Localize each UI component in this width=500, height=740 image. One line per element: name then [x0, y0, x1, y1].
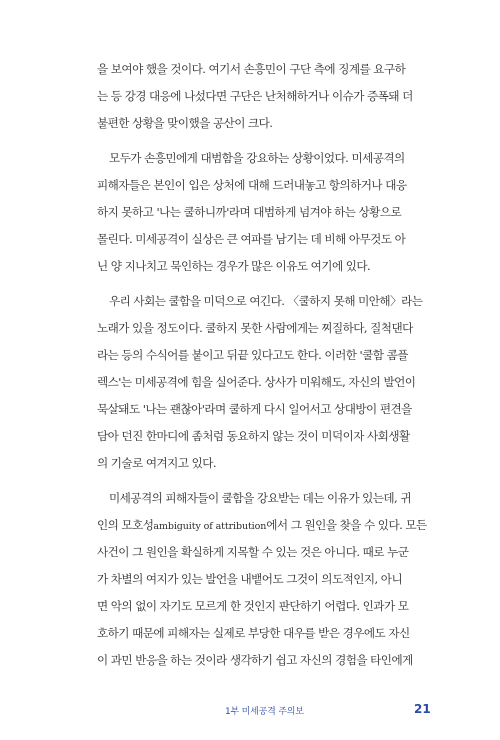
text-line: 피해자들은 본인이 입은 상처에 대해 드러내놓고 항의하거나 대응	[97, 178, 407, 192]
mixed-after: 에서 그 원인을 찾을 수 있다. 모든	[266, 518, 427, 532]
text-line: 이 과민 반응을 하는 것이라 생각하기 쉽고 자신의 경험을 타인에게	[97, 653, 413, 667]
text-line: 닌 양 지나치고 묵인하는 경우가 많은 이유도 여기에 있다.	[97, 259, 371, 273]
section-label: 1부 미세공격 주의보	[225, 707, 304, 717]
paragraph-first-line: 미세공격의 피해자들이 쿨함을 강요받는 데는 이유가 있는데, 귀	[109, 491, 411, 505]
text-line: 렉스'는 미세공격에 힘을 실어준다. 상사가 미워해도, 자신의 발언이	[97, 375, 416, 389]
text-line: 을 보여야 했을 것이다. 여기서 손흥민이 구단 측에 징계를 요구하	[97, 62, 406, 76]
text-line: 의 기술로 여겨지고 있다.	[97, 456, 217, 470]
text-line: 하지 못하고 '나는 쿨하니까'라며 대범하게 넘겨야 하는 상황으로	[97, 205, 402, 219]
text-line: 사건이 그 원인을 확실하게 지목할 수 있는 것은 아니다. 때로 누군	[97, 545, 409, 559]
page-footer	[0, 702, 500, 722]
text-line: 면 악의 없이 자기도 모르게 한 것인지 판단하기 어렵다. 인과가 모	[97, 599, 409, 613]
latin-term: ambiguity of attribution	[153, 521, 267, 532]
text-line: 담아 던진 한마디에 좀처럼 동요하지 않는 것이 미덕이자 사회생활	[97, 429, 410, 443]
mixed-before: 인의 모호성	[97, 518, 154, 532]
text-line: 라는 등의 수식어를 붙이고 뒤끝 있다고도 한다. 이러한 '쿨함 콤플	[97, 348, 408, 362]
text-line: 호하기 때문에 피해자는 실제로 부당한 대우를 받은 경우에도 자신	[97, 626, 410, 640]
text-line: 노래가 있을 정도이다. 쿨하지 못한 사람에게는 찌질하다, 질척댄다	[97, 321, 413, 335]
text-line-mixed	[97, 516, 431, 536]
paragraph-first-line: 우리 사회는 쿨함을 미덕으로 여긴다. 〈쿨하지 못해 미안해〉라는	[109, 294, 423, 308]
text-line: 는 등 강경 대응에 나섰다면 구단은 난처해하거나 이슈가 증폭돼 더	[97, 89, 413, 103]
text-line: 가 차별의 여지가 있는 발언을 내뱉어도 그것이 의도적인지, 아니	[97, 572, 403, 586]
text-line: 불편한 상황을 맞이했을 공산이 크다.	[97, 116, 273, 130]
page-number: 21	[414, 702, 431, 716]
text-line: 몰린다. 미세공격이 실상은 큰 여파를 남기는 데 비해 아무것도 아	[97, 232, 406, 246]
paragraph-first-line: 모두가 손흥민에게 대범함을 강요하는 상황이었다. 미세공격의	[109, 151, 405, 165]
text-line: 묵살돼도 '나는 괜찮아'라며 쿨하게 다시 일어서고 상대방이 편견을	[97, 402, 412, 416]
